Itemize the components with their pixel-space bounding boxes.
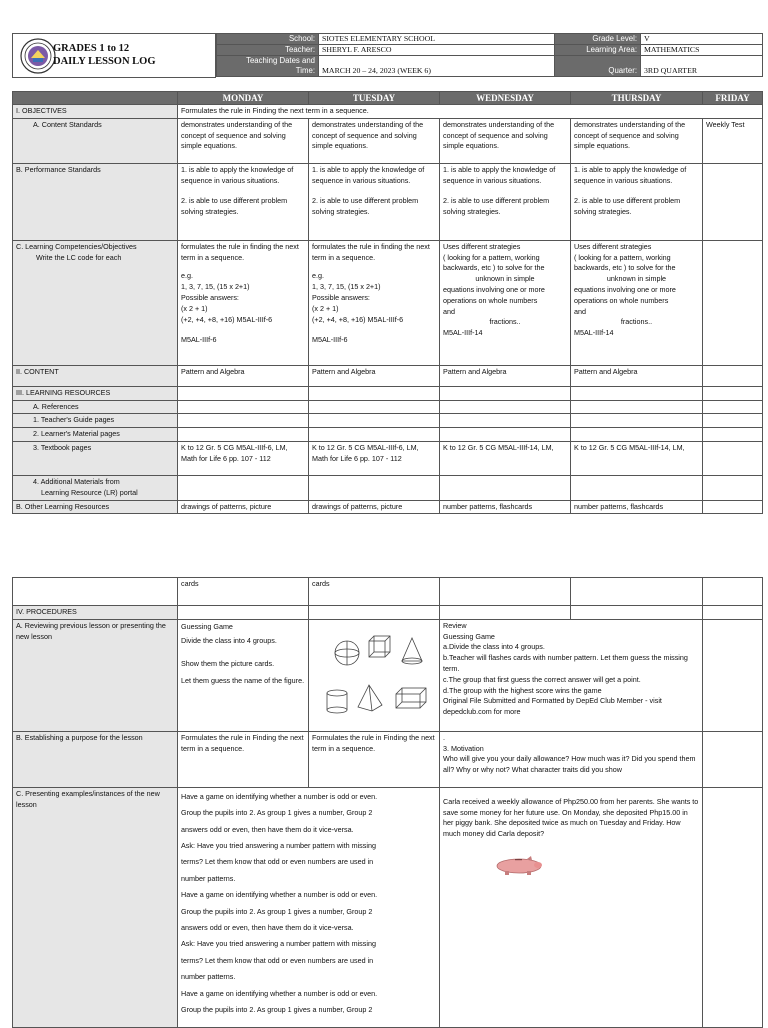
rev-wed-line: b.Teacher will flashes cards with number pattern. Let them guess the missing term.	[443, 653, 688, 673]
proc-tue	[309, 606, 440, 620]
ps-thu-2: 2. is able to use different problem solving strategies.	[574, 196, 681, 217]
comp-thu-line: fractions..	[620, 317, 653, 327]
day-friday: FRIDAY	[703, 92, 763, 105]
comp-wed-line: Uses different strategies	[443, 241, 521, 251]
am-fri	[703, 475, 763, 500]
dates-label-line1: Teaching Dates and	[246, 56, 315, 65]
comp-wed-code: M5AL-IIIf-14	[443, 328, 483, 338]
rev-mon-line: Divide the class into 4 groups.	[181, 635, 277, 645]
pres-mon-line: Group the pupils into 2. As group 1 gives a number, Group 2	[181, 1005, 373, 1015]
learning-area-label: Learning Area:	[555, 45, 641, 56]
pres-mon-line: Ask: Have you tried answering a number pattern with missing	[181, 939, 376, 949]
comp-thu-line: Uses different strategies	[574, 241, 652, 251]
pres-mon-line: Group the pupils into 2. As group 1 gives a number, Group 2	[181, 808, 373, 818]
reviewing-label: A. Reviewing previous lesson or presenting the new lesson	[13, 619, 178, 731]
pres-mon-line: answers odd or even, then have them do it vice-versa.	[181, 824, 354, 834]
proc-fri	[703, 606, 763, 620]
other-resources-mon: drawings of patterns, picture	[178, 500, 309, 514]
ref-tue	[309, 400, 440, 414]
competencies-thu	[571, 240, 703, 365]
am-thu	[571, 475, 703, 500]
rev-wed-line: a.Divide the class into 4 groups.	[443, 642, 545, 652]
learners-material-label: 2. Learner's Material pages	[13, 428, 178, 442]
school-label: School:	[217, 34, 319, 45]
comp-mon-line: (+2, +4, +8, +16) M5AL-IIIf-6	[181, 314, 273, 324]
comp-mon-line: (x 2 + 1)	[181, 303, 208, 313]
teacher-value: SHERYL F. ARESCO	[319, 45, 555, 56]
comp-mon-line: formulates the rule in finding the next term in a sequence.	[181, 241, 299, 262]
comp-mon-code: M5AL-IIIf-6	[181, 335, 217, 345]
tg-thu	[571, 414, 703, 428]
lr-fri	[703, 386, 763, 400]
lm-wed	[440, 428, 571, 442]
other-resources-thu: number patterns, flashcards	[571, 500, 703, 514]
ps-wed-1: 1. is able to apply the knowledge of sequence in various situations.	[443, 164, 556, 185]
am-wed	[440, 475, 571, 500]
dates-label	[217, 56, 319, 77]
corner-cell	[13, 92, 178, 105]
textbook-tue: K to 12 Gr. 5 CG M5AL-IIIf-6, LM, Math for Life 6 pp. 107 - 112	[309, 441, 440, 475]
title-block	[12, 33, 216, 78]
rev-mon-line: Guessing Game	[181, 621, 233, 631]
day-wednesday: WEDNESDAY	[440, 92, 571, 105]
ref-wed	[440, 400, 571, 414]
other-resources-tue: drawings of patterns, picture	[309, 500, 440, 514]
comp-mon-line: e.g.	[181, 271, 193, 281]
objectives-text: Formulates the rule in Finding the next term in a sequence.	[178, 105, 763, 119]
lr-mon	[178, 386, 309, 400]
other-resources-wed: number patterns, flashcards	[440, 500, 571, 514]
performance-standards-fri	[703, 163, 763, 240]
other-resources-fri	[703, 500, 763, 514]
comp-mon-line: 1, 3, 7, 15, (15 x 2+1)	[181, 282, 250, 292]
presenting-fri	[703, 787, 763, 1027]
pres-mon-line: terms? Let them know that odd or even numbers are used in	[181, 955, 374, 965]
content-standards-tue: demonstrates understanding of the concept of sequence and solving simple equations.	[309, 118, 440, 163]
rev-wed-line: c.The group that first guess the correct answer will get a point.	[443, 674, 641, 684]
lm-fri	[703, 428, 763, 442]
ps-mon-2: 2. is able to use different problem solving strategies.	[181, 196, 288, 217]
cont-cards-tue: cards	[309, 578, 440, 606]
comp-thu-line: equations involving one or more operations on whole numbers	[574, 284, 676, 305]
lr-thu	[571, 386, 703, 400]
lm-mon	[178, 428, 309, 442]
dates-label-line2: Time:	[295, 66, 315, 75]
rev-mon-line: Let them guess the name of the figure.	[181, 675, 305, 685]
references-label: A. References	[13, 400, 178, 414]
comp-wed-line: equations involving one or more operations on whole numbers	[443, 284, 545, 305]
competencies-label-2: Write the LC code for each	[36, 252, 122, 262]
competencies-tue	[309, 240, 440, 365]
ref-thu	[571, 400, 703, 414]
doc-title-line1: GRADES 1 to 12	[53, 43, 130, 54]
quarter-label: Quarter:	[555, 56, 641, 77]
cont-thu	[571, 578, 703, 606]
content-standards-wed: demonstrates understanding of the concept of sequence and solving simple equations.	[440, 118, 571, 163]
pres-mon-line: Have a game on identifying whether a number is odd or even.	[181, 890, 378, 900]
proc-thu	[571, 606, 703, 620]
ps-thu-1: 1. is able to apply the knowledge of sequence in various situations.	[574, 164, 687, 185]
additional-materials-line2: Learning Resource (LR) portal	[41, 487, 138, 497]
purpose-wed-line: 3. Motivation	[443, 743, 484, 753]
comp-tue-line: (+2, +4, +8, +16) M5AL-IIIf-6	[312, 314, 404, 324]
content-standards-thu: demonstrates understanding of the concept of sequence and solving simple equations.	[571, 118, 703, 163]
cont-cards-mon: cards	[178, 578, 309, 606]
purpose-wed	[440, 731, 703, 787]
comp-mon-line: Possible answers:	[181, 292, 239, 302]
cont-fri	[703, 578, 763, 606]
content-mon: Pattern and Algebra	[178, 365, 309, 386]
comp-tue-line: Possible answers:	[312, 292, 370, 302]
am-mon	[178, 475, 309, 500]
lr-tue	[309, 386, 440, 400]
tg-fri	[703, 414, 763, 428]
purpose-label: B. Establishing a purpose for the lesson	[13, 731, 178, 787]
comp-wed-line: unknown in simple	[475, 274, 535, 284]
proc-wed	[440, 606, 571, 620]
learning-resources-label: III. LEARNING RESOURCES	[13, 386, 178, 400]
day-monday: MONDAY	[178, 92, 309, 105]
tg-mon	[178, 414, 309, 428]
comp-tue-line: e.g.	[312, 271, 324, 281]
ref-mon	[178, 400, 309, 414]
comp-wed-line: and	[443, 306, 455, 316]
lesson-log-table-continued	[12, 577, 763, 1028]
rev-wed-line: Guessing Game	[443, 631, 495, 641]
presenting-mon	[178, 787, 440, 1027]
pres-mon-line: answers odd or even, then have them do it vice-versa.	[181, 923, 354, 933]
performance-standards-thu	[571, 163, 703, 240]
comp-thu-line: and	[574, 306, 586, 316]
teacher-label: Teacher:	[217, 45, 319, 56]
comp-tue-line: formulates the rule in finding the next term in a sequence.	[312, 241, 430, 262]
cont-label-cell	[13, 578, 178, 606]
rev-mon-line: Show them the picture cards.	[181, 658, 275, 668]
reviewing-fri	[703, 619, 763, 731]
day-thursday: THURSDAY	[571, 92, 703, 105]
content-standards-label: A. Content Standards	[13, 118, 178, 163]
rev-wed-line: Review	[443, 620, 467, 630]
header-info-table	[216, 33, 763, 77]
textbook-fri	[703, 441, 763, 475]
competencies-label	[13, 240, 178, 365]
tg-wed	[440, 414, 571, 428]
am-tue	[309, 475, 440, 500]
doc-title-line2: DAILY LESSON LOG	[53, 56, 156, 67]
content-fri	[703, 365, 763, 386]
dates-value: MARCH 20 – 24, 2023 (WEEK 6)	[319, 56, 555, 77]
pres-mon-line: number patterns.	[181, 972, 236, 982]
pres-mon-line: terms? Let them know that odd or even numbers are used in	[181, 857, 374, 867]
quarter-value: 3RD QUARTER	[641, 56, 763, 77]
purpose-mon: Formulates the rule in Finding the next term in a sequence.	[178, 731, 309, 787]
performance-standards-mon	[178, 163, 309, 240]
other-resources-label: B. Other Learning Resources	[13, 500, 178, 514]
comp-thu-line: unknown in simple	[606, 274, 667, 284]
lm-thu	[571, 428, 703, 442]
performance-standards-tue	[309, 163, 440, 240]
procedures-label: IV. PROCEDURES	[13, 606, 178, 620]
ps-mon-1: 1. is able to apply the knowledge of sequence in various situations.	[181, 164, 294, 185]
deped-seal-icon	[20, 38, 56, 74]
content-tue: Pattern and Algebra	[309, 365, 440, 386]
additional-materials-line1: 4. Additional Materials from	[33, 476, 120, 486]
content-label: II. CONTENT	[13, 365, 178, 386]
ps-wed-2: 2. is able to use different problem solving strategies.	[443, 196, 550, 217]
comp-wed-line: fractions..	[489, 317, 521, 327]
additional-materials-label	[13, 475, 178, 500]
pres-mon-line: Have a game on identifying whether a number is odd or even.	[181, 791, 378, 801]
ps-tue-1: 1. is able to apply the knowledge of sequence in various situations.	[312, 164, 425, 185]
teachers-guide-label: 1. Teacher's Guide pages	[13, 414, 178, 428]
content-standards-fri: Weekly Test	[703, 118, 763, 163]
reviewing-wed	[440, 619, 703, 731]
content-thu: Pattern and Algebra	[571, 365, 703, 386]
competencies-label-1: C. Learning Competencies/Objectives	[16, 241, 137, 251]
pres-mon-line: Ask: Have you tried answering a number pattern with missing	[181, 841, 376, 851]
comp-thu-code: M5AL-IIIf-14	[574, 328, 614, 338]
ref-fri	[703, 400, 763, 414]
piggy-bank-icon	[491, 854, 547, 876]
comp-wed-line: ( looking for a pattern, working backwards, etc ) to solve for the	[443, 252, 545, 273]
presenting-label: C. Presenting examples/instances of the new lesson	[13, 787, 178, 1027]
reviewing-tue	[309, 619, 440, 731]
geometric-figures-icon	[312, 621, 438, 716]
performance-standards-wed	[440, 163, 571, 240]
content-standards-mon: demonstrates understanding of the concept of sequence and solving simple equations.	[178, 118, 309, 163]
purpose-tue: Formulates the rule in Finding the next term in a sequence.	[309, 731, 440, 787]
textbook-label: 3. Textbook pages	[13, 441, 178, 475]
competencies-fri	[703, 240, 763, 365]
textbook-mon: K to 12 Gr. 5 CG M5AL-IIIf-6, LM, Math for Life 6 pp. 107 - 112	[178, 441, 309, 475]
grade-level-label: Grade Level:	[555, 34, 641, 45]
content-wed: Pattern and Algebra	[440, 365, 571, 386]
learning-area-value: MATHEMATICS	[641, 45, 763, 56]
presenting-wed	[440, 787, 703, 1027]
lm-tue	[309, 428, 440, 442]
pres-mon-line: Group the pupils into 2. As group 1 gives a number, Group 2	[181, 906, 373, 916]
textbook-wed: K to 12 Gr. 5 CG M5AL-IIIf-14, LM,	[440, 441, 571, 475]
school-value: SIOTES ELEMENTARY SCHOOL	[319, 34, 555, 45]
pres-mon-line: Have a game on identifying whether a number is odd or even.	[181, 988, 378, 998]
day-tuesday: TUESDAY	[309, 92, 440, 105]
proc-mon	[178, 606, 309, 620]
lr-wed	[440, 386, 571, 400]
reviewing-mon	[178, 619, 309, 731]
ps-tue-2: 2. is able to use different problem solving strategies.	[312, 196, 419, 217]
comp-tue-line: (x 2 + 1)	[312, 303, 339, 313]
comp-tue-line: 1, 3, 7, 15, (15 x 2+1)	[312, 282, 381, 292]
objectives-label: I. OBJECTIVES	[13, 105, 178, 119]
cont-wed	[440, 578, 571, 606]
rev-wed-line: Original File Submitted and Formatted by DepEd Club Member - visit depedclub.com for more	[443, 696, 662, 717]
grade-level-value: V	[641, 34, 763, 45]
lesson-log-table	[12, 91, 763, 514]
competencies-wed	[440, 240, 571, 365]
purpose-wed-line: Who will give you your daily allowance? How much was it? Did you spend them all? Why or why not? What character traits did you show	[443, 754, 696, 775]
competencies-mon	[178, 240, 309, 365]
tg-tue	[309, 414, 440, 428]
purpose-wed-line: .	[443, 732, 445, 742]
performance-standards-label: B. Performance Standards	[13, 163, 178, 240]
pres-mon-line: number patterns.	[181, 873, 236, 883]
textbook-thu: K to 12 Gr. 5 CG M5AL-IIIf-14, LM,	[571, 441, 703, 475]
purpose-fri	[703, 731, 763, 787]
comp-thu-line: ( looking for a pattern, working backwards, etc ) to solve for the	[574, 252, 676, 273]
pres-wed-text: Carla received a weekly allowance of Php250.00 from her parents. She wants to save some money for her future use. On Monday, she deposited Php15.00 in her piggy bank. She deposited twice as much on Tuesday and Friday. How much money did Carla deposit?	[443, 796, 699, 839]
comp-tue-code: M5AL-IIIf-6	[312, 335, 348, 345]
rev-wed-line: d.The group with the highest score wins the game	[443, 685, 602, 695]
